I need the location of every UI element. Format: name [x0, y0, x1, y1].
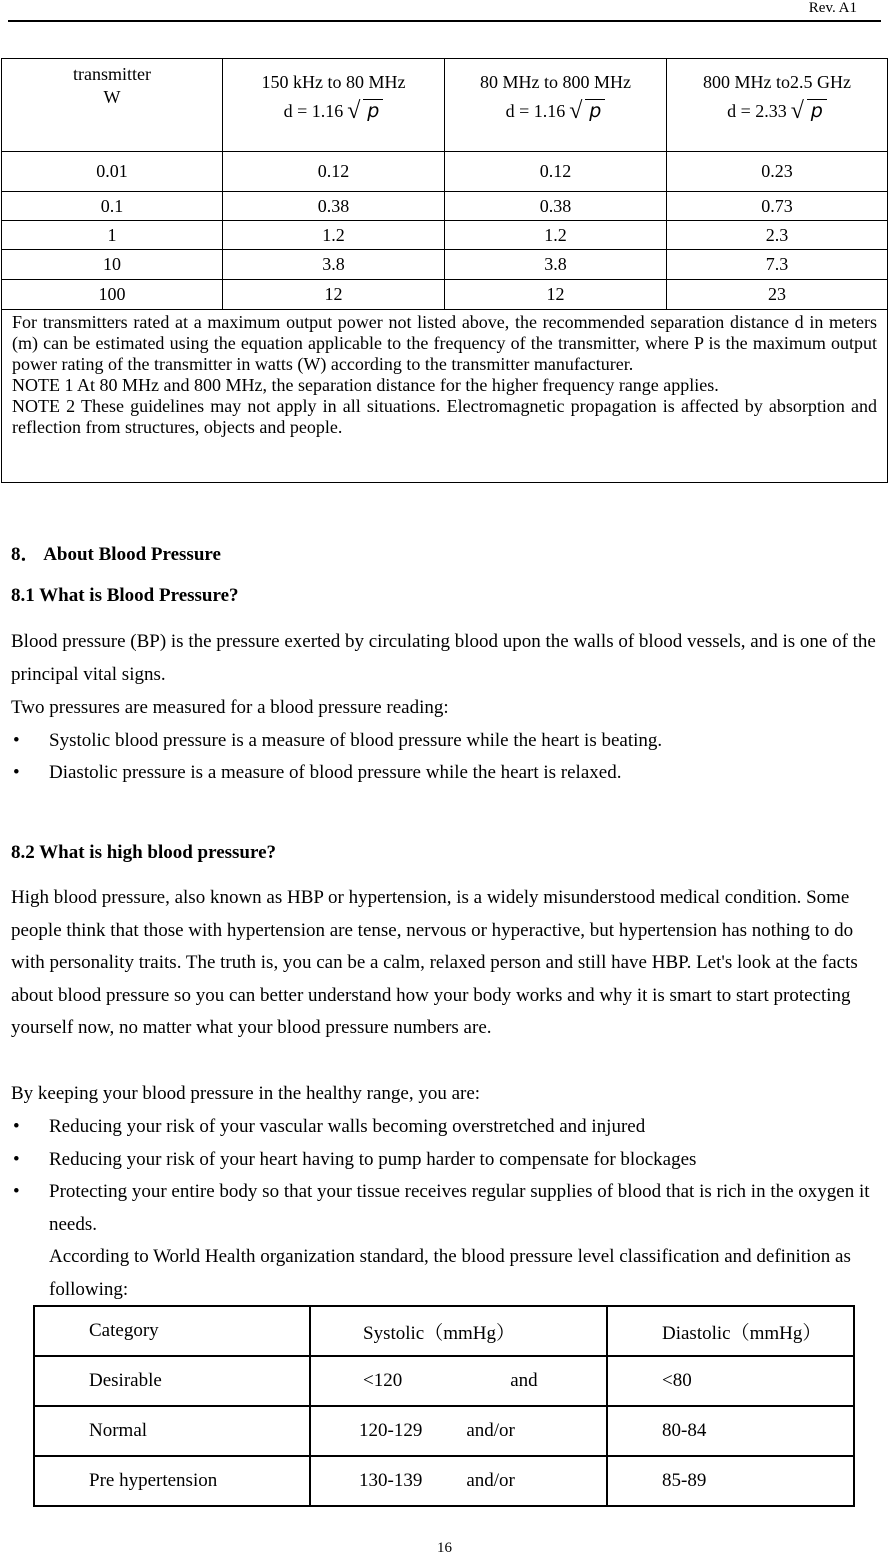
header-rule [8, 20, 881, 22]
list-item: • Reducing your risk of your vascular walls becoming overstretched and injured [11, 1111, 878, 1144]
list-item: • Systolic blood pressure is a measure of blood pressure while the heart is beating. [11, 725, 878, 758]
table-row: Desirable <120 and <80 [34, 1356, 854, 1406]
paragraph: According to World Health organization standard, the blood pressure level classification and definition as following: [49, 1246, 851, 1300]
table-note-row [2, 310, 888, 483]
header-cell-80mhz: 80 MHz to 800 MHz d = 1.16√ p [445, 59, 667, 152]
table-row: 10 3.8 3.8 7.3 [2, 250, 888, 280]
paragraph: High blood pressure, also known as HBP or hypertension, is a widely misunderstood medical condition. Some people think that those with hypertension are tense, nervous or hyperactive, but hypertension has nothing to do with personality traits. The truth is, you can be a calm, relaxed person and still have HBP. Let's look at the facts about blood pressure so you can better understand how your body works and why it is smart to start protecting yourself now, no matter what your blood pressure numbers are. [11, 887, 858, 1038]
header-cell-transmitter: transmitter W [2, 59, 223, 152]
paragraph: Two pressures are measured for a blood pressure reading: [11, 697, 449, 718]
table-header-row: Category Systolic（mmHg） Diastolic（mmHg） [34, 1306, 854, 1356]
header-cell-800mhz: 800 MHz to2.5 GHz d = 2.33√ p [667, 59, 888, 152]
table-note: For transmitters rated at a maximum output power not listed above, the recommended separation distance d in meters (m) can be estimated using the equation applicable to the frequency of the transmitter, where P is the maximum output power rating of the transmitter in watts (W) according to the transmitter manufacturer. NOTE 1 At 80 MHz and 800 MHz, the separation distance for the higher frequency range applies. NOTE 2 These guidelines may not apply in all situations. Electromagnetic propagation is affected by absorption and reflection from structures, objects and people. [2, 310, 888, 483]
separation-distance-table [1, 58, 888, 483]
table-row: Normal 120-129 and/or 80-84 [34, 1406, 854, 1456]
table-row: 0.1 0.38 0.38 0.73 [2, 192, 888, 221]
table-header-row [2, 59, 888, 152]
table-row: Pre hypertension 130-139 and/or 85-89 [34, 1456, 854, 1506]
sqrt-symbol: √ p [791, 100, 827, 124]
list-item: • Protecting your entire body so that your tissue receives regular supplies of blood that is rich in the oxygen it needs. [11, 1176, 878, 1241]
sqrt-symbol: √ p [569, 100, 605, 124]
paragraph: Blood pressure (BP) is the pressure exerted by circulating blood upon the walls of blood vessels, and is one of the principal vital signs. [11, 631, 876, 685]
header-cell-150khz: 150 kHz to 80 MHz d = 1.16√ p [223, 59, 445, 152]
paragraph: By keeping your blood pressure in the healthy range, you are: [11, 1083, 481, 1104]
section-8-2-title: 8.2 What is high blood pressure? [11, 842, 277, 863]
list-item: • Reducing your risk of your heart having to pump harder to compensate for blockages [11, 1144, 878, 1177]
table-row: 0.01 0.12 0.12 0.23 [2, 152, 888, 192]
list-item: • Diastolic pressure is a measure of blood pressure while the heart is relaxed. [11, 757, 878, 790]
revision-label: Rev. A1 [808, 0, 857, 16]
table-row: 100 12 12 23 [2, 280, 888, 310]
table-row: 1 1.2 1.2 2.3 [2, 221, 888, 250]
section-8-1-title: 8.1 What is Blood Pressure? [11, 585, 239, 606]
section-8-title: 8． About Blood Pressure [11, 544, 221, 565]
page-number: 16 [437, 1540, 452, 1556]
sqrt-symbol: √ p [347, 100, 383, 124]
bp-classification-table [33, 1305, 855, 1507]
